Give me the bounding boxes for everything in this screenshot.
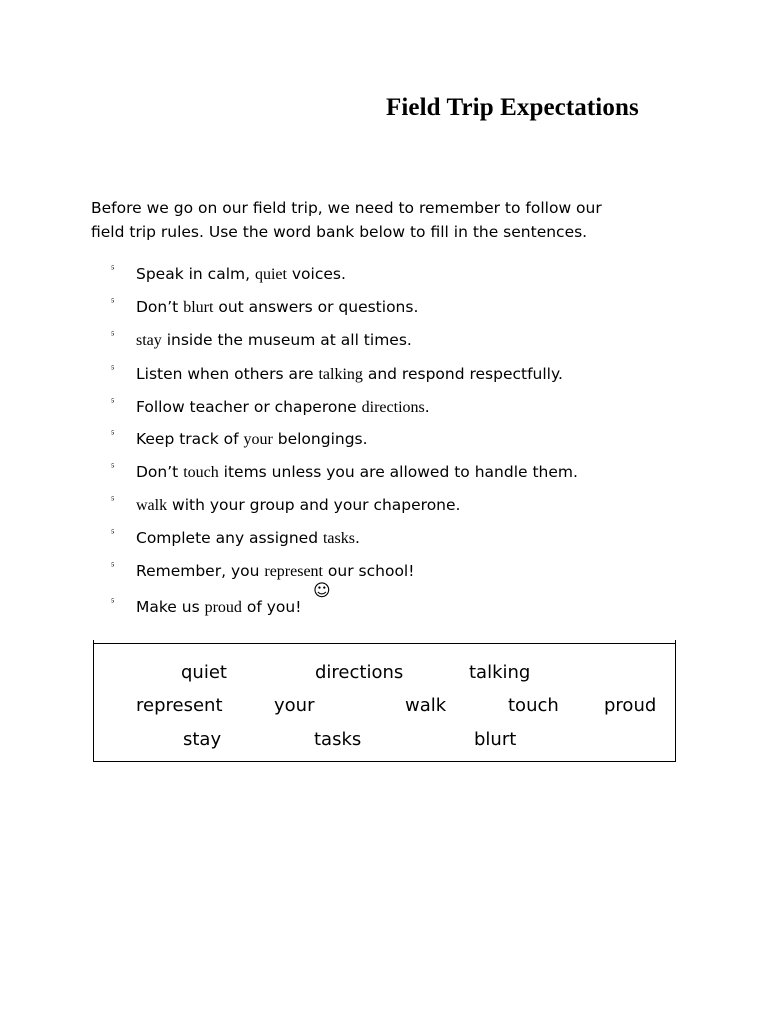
rule-blank-word: blurt <box>183 299 214 316</box>
instructions-line: field trip rules. Use the word bank below to fill in the sentences. <box>91 223 588 241</box>
bullet-icon: ⁵ <box>111 297 115 308</box>
rule-text-after: and respond respectfully. <box>362 365 563 383</box>
word-bank-word: your <box>274 695 315 716</box>
word-bank-word: walk <box>405 695 447 716</box>
bullet-icon: ⁵ <box>111 264 115 275</box>
word-bank-word: directions <box>315 662 404 683</box>
rule-text <box>136 297 418 318</box>
bullet-icon: ⁵ <box>111 561 115 572</box>
rule-text <box>136 528 360 549</box>
rule-text <box>136 364 563 385</box>
bullet-icon: ⁵ <box>111 330 115 341</box>
word-bank-word: blurt <box>474 729 517 750</box>
rule-text-after: . <box>354 529 360 547</box>
rule-blank-word: stay <box>136 332 162 349</box>
bullet-icon: ⁵ <box>111 364 115 375</box>
rule-item <box>0 495 768 523</box>
instructions-line: Before we go on our field trip, we need to remember to follow our <box>91 199 602 217</box>
word-bank-word: stay <box>183 729 222 750</box>
page-title: Field Trip Expectations <box>386 94 639 121</box>
bullet-icon: ⁵ <box>111 597 115 608</box>
rule-item <box>0 462 768 490</box>
rule-text-after: voices. <box>286 265 346 283</box>
rule-item <box>0 397 768 425</box>
rule-text-before: Speak in calm, <box>136 265 255 283</box>
rule-blank-word: tasks <box>322 530 355 547</box>
rule-text <box>136 495 460 516</box>
rule-text-before: Keep track of <box>136 430 244 448</box>
rule-text-before: Remember, you <box>136 562 265 580</box>
rule-item <box>0 528 768 556</box>
rule-text <box>136 462 578 483</box>
smiley-icon: ☺ <box>313 581 331 601</box>
bullet-icon: ⁵ <box>111 397 115 408</box>
rule-text-before: Don’t <box>136 463 184 481</box>
bullet-icon: ⁵ <box>111 528 115 539</box>
rule-text <box>136 597 301 618</box>
rule-blank-word: your <box>243 431 273 448</box>
rule-blank-word: directions <box>361 399 425 416</box>
word-bank-word: represent <box>136 695 223 716</box>
rule-text <box>136 264 346 285</box>
rule-text-after: our school! <box>323 562 415 580</box>
word-bank-word: quiet <box>181 662 227 683</box>
rule-text-after: of you! <box>241 598 302 616</box>
rule-blank-word: quiet <box>254 266 287 283</box>
bullet-icon: ⁵ <box>111 462 115 473</box>
rule-text-after: inside the museum at all times. <box>161 331 412 349</box>
rule-item <box>0 364 768 392</box>
rule-text-after: belongings. <box>272 430 368 448</box>
rule-text-before: Complete any assigned <box>136 529 323 547</box>
rule-item <box>0 561 768 589</box>
rule-text <box>136 429 368 450</box>
rule-text <box>136 561 414 582</box>
rule-item <box>0 297 768 325</box>
rule-text <box>136 330 412 351</box>
rule-blank-word: proud <box>204 599 242 616</box>
rule-blank-word: represent <box>264 563 323 580</box>
rule-text <box>136 397 430 418</box>
rule-item <box>0 330 768 358</box>
bullet-icon: ⁵ <box>111 429 115 440</box>
rule-text-after: with your group and your chaperone. <box>167 496 461 514</box>
rule-text-before: Don’t <box>136 298 184 316</box>
rule-text-before: Follow teacher or chaperone <box>136 398 362 416</box>
rule-item <box>0 597 768 625</box>
rule-text-after: . <box>424 398 430 416</box>
word-bank-word: tasks <box>314 729 362 750</box>
rule-blank-word: talking <box>318 366 363 383</box>
rule-text-before: Make us <box>136 598 205 616</box>
bullet-icon: ⁵ <box>111 495 115 506</box>
rule-blank-word: touch <box>183 464 219 481</box>
rule-text-after: items unless you are allowed to handle them. <box>218 463 578 481</box>
rule-text-before: Listen when others are <box>136 365 319 383</box>
rule-item <box>0 264 768 292</box>
instructions-paragraph <box>91 196 651 244</box>
word-bank-word: proud <box>604 695 657 716</box>
rule-item <box>0 429 768 457</box>
word-bank-word: talking <box>469 662 531 683</box>
rule-blank-word: walk <box>136 497 168 514</box>
word-bank-word: touch <box>508 695 559 716</box>
rule-text-after: out answers or questions. <box>213 298 419 316</box>
